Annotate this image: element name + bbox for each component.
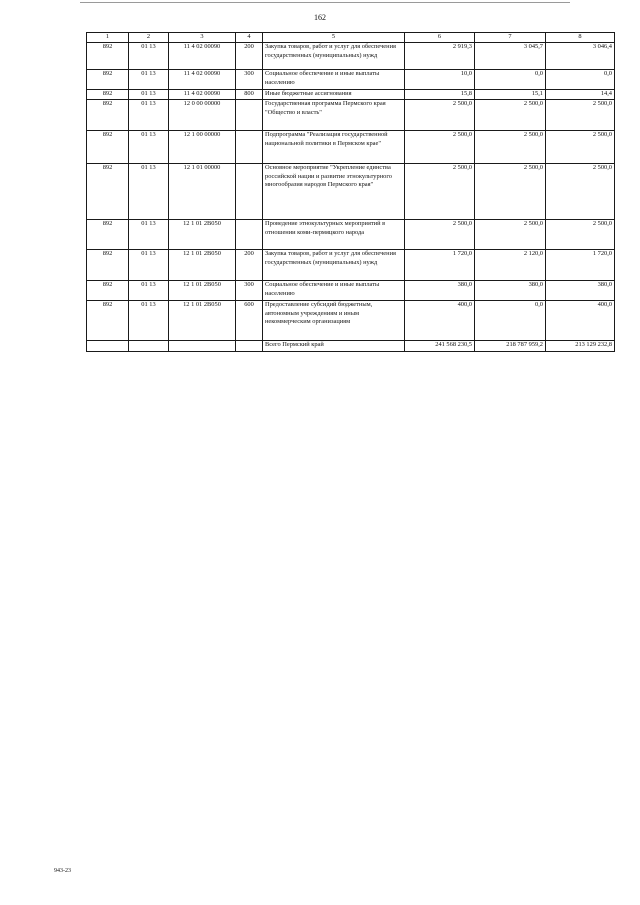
cell-amount-6: 2 919,3 — [405, 43, 475, 70]
cell-target-code: 11 4 02 00090 — [169, 70, 236, 90]
cell-ministry-code: 892 — [87, 131, 129, 164]
table-row — [87, 100, 615, 131]
cell-ministry-code: 892 — [87, 220, 129, 250]
cell-amount-7: 2 120,0 — [475, 250, 546, 281]
table-row — [87, 70, 615, 90]
cell-ministry-code: 892 — [87, 70, 129, 90]
page-number: 162 — [314, 13, 326, 22]
cell-amount-8: 380,0 — [546, 281, 615, 301]
cell-ministry-code: 892 — [87, 281, 129, 301]
cell-name: Предоставление субсидий бюджетным, автономным учреждениям и иным некоммерческим организациям — [263, 301, 405, 341]
cell-section-code: 01 13 — [129, 43, 169, 70]
cell-amount-6: 1 720,0 — [405, 250, 475, 281]
column-header: 5 — [263, 33, 405, 43]
cell-amount-7: 2 500,0 — [475, 100, 546, 131]
cell-ministry-code: 892 — [87, 100, 129, 131]
table-row — [87, 164, 615, 220]
table-header-row — [87, 33, 615, 43]
cell-ministry-code: 892 — [87, 250, 129, 281]
cell-target-code: 11 4 02 00090 — [169, 90, 236, 100]
cell-name: Основное мероприятие "Укрепление единства российской нации и развитие этнокультурного многообразия народов Пермского края" — [263, 164, 405, 220]
cell-ministry-code: 892 — [87, 43, 129, 70]
table-row — [87, 301, 615, 341]
table-row — [87, 131, 615, 164]
cell-target-code: 11 4 02 00090 — [169, 43, 236, 70]
cell-name: Закупка товаров, работ и услуг для обеспечения государственных (муниципальных) нужд — [263, 43, 405, 70]
column-header: 3 — [169, 33, 236, 43]
cell-expense-type — [236, 100, 263, 131]
cell-amount-7: 15,1 — [475, 90, 546, 100]
cell-name: Проведение этнокультурных мероприятий в отношении коми-пермяцкого народа — [263, 220, 405, 250]
cell-empty — [236, 341, 263, 352]
table-row — [87, 90, 615, 100]
cell-amount-8: 3 046,4 — [546, 43, 615, 70]
column-header: 2 — [129, 33, 169, 43]
cell-amount-8: 0,0 — [546, 70, 615, 90]
total-row — [87, 341, 615, 352]
cell-target-code: 12 1 01 00000 — [169, 164, 236, 220]
cell-amount-7: 3 045,7 — [475, 43, 546, 70]
cell-ministry-code: 892 — [87, 301, 129, 341]
cell-section-code: 01 13 — [129, 131, 169, 164]
table-row — [87, 281, 615, 301]
cell-amount-6: 2 500,0 — [405, 164, 475, 220]
footer-document-code: 943-23 — [54, 868, 71, 874]
cell-section-code: 01 13 — [129, 164, 169, 220]
cell-amount-8: 2 500,0 — [546, 131, 615, 164]
cell-section-code: 01 13 — [129, 220, 169, 250]
cell-section-code: 01 13 — [129, 250, 169, 281]
cell-ministry-code: 892 — [87, 164, 129, 220]
column-header: 7 — [475, 33, 546, 43]
cell-section-code: 01 13 — [129, 301, 169, 341]
cell-name: Государственная программа Пермского края "Общество и власть" — [263, 100, 405, 131]
cell-amount-8: 400,0 — [546, 301, 615, 341]
table-row — [87, 250, 615, 281]
total-amount-8: 213 129 232,8 — [546, 341, 615, 352]
cell-amount-7: 0,0 — [475, 70, 546, 90]
cell-amount-8: 2 500,0 — [546, 164, 615, 220]
column-header: 1 — [87, 33, 129, 43]
cell-amount-6: 2 500,0 — [405, 100, 475, 131]
column-header: 4 — [236, 33, 263, 43]
cell-empty — [129, 341, 169, 352]
cell-target-code: 12 1 00 00000 — [169, 131, 236, 164]
cell-section-code: 01 13 — [129, 70, 169, 90]
top-rule — [80, 2, 570, 3]
cell-expense-type — [236, 220, 263, 250]
cell-amount-7: 0,0 — [475, 301, 546, 341]
cell-ministry-code: 892 — [87, 90, 129, 100]
cell-amount-6: 380,0 — [405, 281, 475, 301]
total-label: Всего Пермский край — [263, 341, 405, 352]
table-row — [87, 220, 615, 250]
cell-section-code: 01 13 — [129, 281, 169, 301]
cell-expense-type: 300 — [236, 281, 263, 301]
cell-amount-6: 15,8 — [405, 90, 475, 100]
cell-expense-type: 800 — [236, 90, 263, 100]
cell-amount-6: 2 500,0 — [405, 220, 475, 250]
cell-target-code: 12 1 01 2В050 — [169, 301, 236, 341]
cell-expense-type: 200 — [236, 250, 263, 281]
total-amount-6: 241 568 230,5 — [405, 341, 475, 352]
column-header: 6 — [405, 33, 475, 43]
cell-target-code: 12 1 01 2В050 — [169, 220, 236, 250]
budget-table — [86, 32, 615, 352]
cell-section-code: 01 13 — [129, 90, 169, 100]
cell-amount-8: 1 720,0 — [546, 250, 615, 281]
cell-expense-type: 300 — [236, 70, 263, 90]
cell-amount-8: 14,4 — [546, 90, 615, 100]
cell-expense-type: 200 — [236, 43, 263, 70]
cell-target-code: 12 0 00 00000 — [169, 100, 236, 131]
cell-target-code: 12 1 01 2В050 — [169, 250, 236, 281]
cell-expense-type — [236, 131, 263, 164]
cell-empty — [87, 341, 129, 352]
cell-name: Подпрограмма "Реализация государственной национальной политики в Пермском крае" — [263, 131, 405, 164]
cell-section-code: 01 13 — [129, 100, 169, 131]
cell-amount-7: 380,0 — [475, 281, 546, 301]
cell-amount-8: 2 500,0 — [546, 220, 615, 250]
cell-name: Социальное обеспечение и иные выплаты населению — [263, 70, 405, 90]
cell-target-code: 12 1 01 2В050 — [169, 281, 236, 301]
cell-amount-6: 10,0 — [405, 70, 475, 90]
cell-expense-type — [236, 164, 263, 220]
cell-name: Социальное обеспечение и иные выплаты населению — [263, 281, 405, 301]
cell-empty — [169, 341, 236, 352]
cell-amount-6: 400,0 — [405, 301, 475, 341]
cell-name: Закупка товаров, работ и услуг для обеспечения государственных (муниципальных) нужд — [263, 250, 405, 281]
cell-amount-6: 2 500,0 — [405, 131, 475, 164]
total-amount-7: 218 787 959,2 — [475, 341, 546, 352]
cell-expense-type: 600 — [236, 301, 263, 341]
table-row — [87, 43, 615, 70]
cell-name: Иные бюджетные ассигнования — [263, 90, 405, 100]
cell-amount-8: 2 500,0 — [546, 100, 615, 131]
cell-amount-7: 2 500,0 — [475, 164, 546, 220]
column-header: 8 — [546, 33, 615, 43]
cell-amount-7: 2 500,0 — [475, 220, 546, 250]
cell-amount-7: 2 500,0 — [475, 131, 546, 164]
